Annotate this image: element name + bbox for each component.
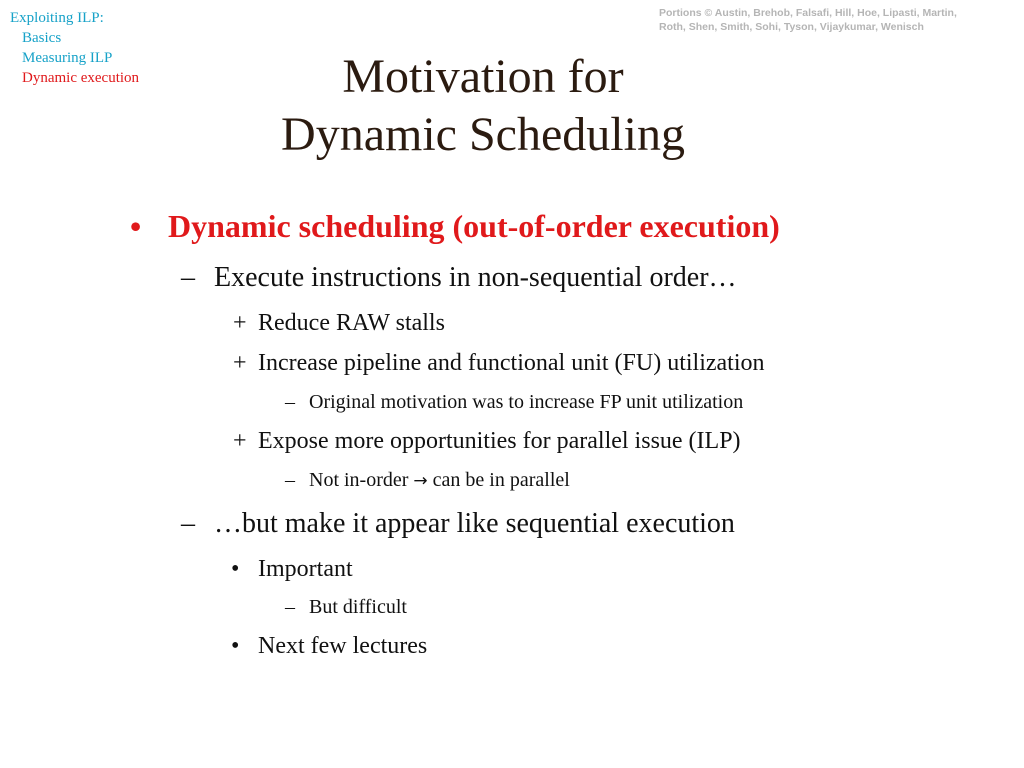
- bullet-level4: [285, 596, 407, 619]
- slide-title-line-1: Motivation for: [342, 50, 624, 103]
- bullet-text: can be in parallel: [432, 469, 570, 491]
- bullet-level3: [231, 633, 428, 660]
- bullet-marker: +: [233, 310, 247, 336]
- slide-title-line-2: Dynamic Scheduling: [281, 108, 685, 161]
- bullet-text: Dynamic scheduling (out-of-order execution): [168, 208, 780, 244]
- nav-item-basics[interactable]: Basics: [22, 30, 62, 46]
- nav-item-measuring-ilp[interactable]: Measuring ILP: [22, 50, 113, 66]
- bullet-text: …but make it appear like sequential execution: [214, 508, 735, 539]
- bullet-level3: [231, 556, 353, 583]
- bullet-level4: [285, 391, 744, 414]
- bullet-text: Increase pipeline and functional unit (FU) utilization: [258, 350, 765, 376]
- bullet-level2: [181, 508, 735, 540]
- bullet-marker: +: [233, 428, 247, 454]
- credits-note: Portions © Austin, Brehob, Falsafi, Hill, Hoe, Lipasti, Martin, Roth, Shen, Smith, Sohi, Tyson, Vijaykumar, Wenisch: [659, 7, 957, 33]
- nav-title: Exploiting ILP:: [10, 10, 104, 26]
- bullet-marker: –: [181, 262, 195, 293]
- bullet-marker: +: [233, 350, 247, 376]
- bullet-level3: [233, 310, 445, 337]
- bullet-marker: –: [285, 596, 295, 618]
- bullet-marker: •: [130, 208, 142, 244]
- nav-item-dynamic-execution[interactable]: Dynamic execution: [22, 70, 140, 86]
- bullet-text: Not in-order: [309, 469, 409, 491]
- bullet-text: Next few lectures: [258, 633, 428, 659]
- bullet-marker: –: [285, 391, 295, 413]
- bullet-level3: [233, 428, 741, 455]
- bullet-level4: [285, 469, 570, 492]
- bullet-text: Execute instructions in non-sequential order…: [214, 262, 737, 293]
- bullet-marker: •: [231, 633, 240, 659]
- bullet-level2: [181, 262, 737, 294]
- bullet-text: Expose more opportunities for parallel issue (ILP): [258, 428, 741, 454]
- bullet-marker: –: [285, 469, 295, 491]
- bullet-level1: [130, 208, 780, 245]
- right-arrow-icon: →: [413, 471, 428, 491]
- bullet-text: Important: [258, 556, 353, 582]
- bullet-marker: –: [181, 508, 195, 539]
- bullet-text: Reduce RAW stalls: [258, 310, 445, 336]
- bullet-text: Original motivation was to increase FP unit utilization: [309, 391, 744, 413]
- bullet-level3: [233, 350, 765, 377]
- slide-title: [0, 48, 966, 164]
- bullet-text: But difficult: [309, 596, 407, 618]
- bullet-marker: •: [231, 556, 240, 582]
